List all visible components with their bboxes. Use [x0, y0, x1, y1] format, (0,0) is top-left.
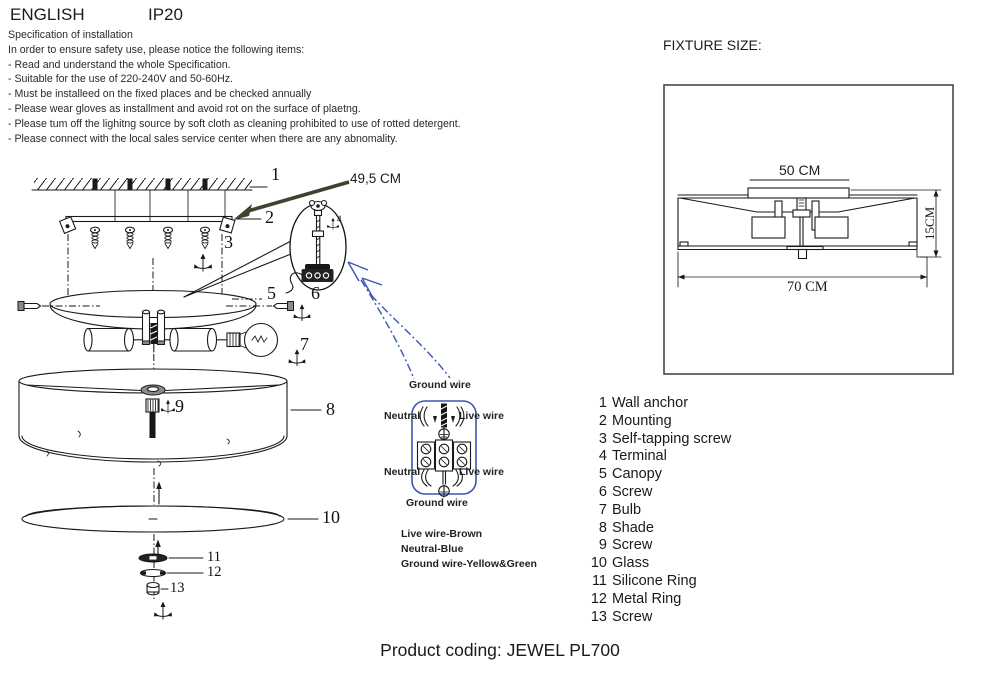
- callout-9: 9: [175, 396, 184, 416]
- callout-4: 4: [337, 214, 342, 224]
- parts-list: [584, 395, 731, 626]
- spec-block: [8, 28, 461, 146]
- callout-7: 7: [300, 334, 309, 354]
- callout-1: 1: [271, 164, 280, 184]
- product-coding: Product coding: JEWEL PL700: [380, 640, 620, 660]
- live-wire-bottom-label: Live wire: [459, 466, 504, 478]
- live-wire-color: Live wire-Brown: [401, 528, 483, 540]
- dim-bottom-label: 70 CM: [787, 279, 828, 295]
- part-item: 4 Terminal: [598, 448, 667, 465]
- self-tapping-screws: [91, 227, 213, 271]
- part-item: 10 Glass: [590, 555, 650, 572]
- mounting-bar: [60, 217, 261, 234]
- dimension-arrow-label: 49,5 CM: [350, 171, 402, 186]
- part-item: 8 Shade: [598, 519, 654, 536]
- spec-item: - Suitable for the use of 220-240V and 50-60Hz.: [8, 73, 233, 86]
- wiring-pointer-arrows: [348, 262, 450, 379]
- ip-rating: IP20: [148, 5, 183, 24]
- silicone-ring: [139, 554, 203, 562]
- part-item: 3 Self-tapping screw: [598, 430, 732, 447]
- final-screw: [147, 583, 172, 620]
- part-item: 2 Mounting: [598, 412, 672, 429]
- part-item: 5 Canopy: [598, 466, 662, 483]
- part-item: 9 Screw: [598, 537, 653, 554]
- live-wire-top-label: Live wire: [459, 410, 504, 422]
- shade-drum: [19, 369, 321, 466]
- glass-diffuser: [22, 506, 318, 532]
- callout-3: 3: [224, 232, 233, 252]
- wire-color-legend: [401, 527, 537, 573]
- spec-item: - Must be installeed on the fixed places and be checked annually: [8, 88, 312, 101]
- spec-item: - Please connect with the local sales service center when there are any abnomality.: [8, 132, 398, 145]
- fixture-size-drawing: [664, 85, 953, 374]
- callout-10: 10: [322, 507, 340, 527]
- callout-2: 2: [265, 207, 274, 227]
- part-item: 6 Screw: [598, 483, 653, 500]
- language-label: ENGLISH: [10, 5, 85, 24]
- metal-ring: [141, 570, 204, 577]
- spec-item: - Please tum off the lighitng source by soft cloth as cleaning prohibited to use of rotted detergent.: [8, 117, 461, 130]
- part-item: 13 Screw: [590, 608, 653, 625]
- neutral-bottom-label: Neutral: [384, 466, 421, 478]
- callout-13: 13: [170, 580, 185, 596]
- ground-wire-top-label: Ground wire: [409, 379, 471, 391]
- ground-wire-bottom-label: Ground wire: [406, 497, 468, 509]
- exploded-view: [18, 178, 450, 619]
- callout-8: 8: [326, 399, 335, 419]
- callout-6: 6: [311, 283, 320, 303]
- neutral-top-label: Neutral: [384, 410, 421, 422]
- part-item: 7 Bulb: [598, 501, 642, 518]
- spec-item: - Please wear gloves as installment and avoid rot on the surface of plaetng.: [8, 102, 361, 115]
- callout-11: 11: [207, 549, 221, 565]
- ceiling-hatch: [32, 178, 267, 217]
- bulb: [217, 324, 306, 366]
- spec-item: - Read and understand the whole Specification.: [8, 58, 231, 71]
- dim-top-label: 50 CM: [779, 162, 821, 178]
- ground-wire-color: Ground wire-Yellow&Green: [401, 558, 537, 571]
- part-item: 11 Silicone Ring: [591, 572, 697, 589]
- spec-intro: In order to ensure safety use, please notice the following items:: [8, 43, 305, 56]
- callout-12: 12: [207, 564, 222, 580]
- spec-title: Specification of installation: [8, 29, 133, 41]
- part-item: 12 Metal Ring: [590, 590, 682, 607]
- neutral-color: Neutral-Blue: [401, 543, 464, 556]
- fixture-size-title: FIXTURE SIZE:: [663, 37, 762, 53]
- callout-5: 5: [267, 283, 276, 303]
- dim-side-label: 15CM: [922, 206, 937, 240]
- part-item: 1 Wall anchor: [598, 395, 689, 411]
